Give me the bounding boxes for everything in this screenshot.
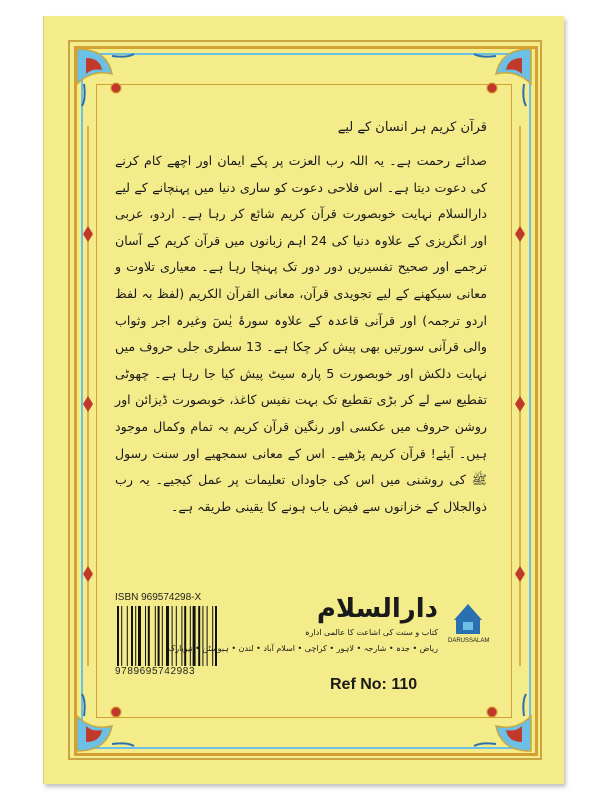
publisher-name: دارالسلام bbox=[316, 594, 438, 624]
barcode-bar bbox=[155, 606, 156, 666]
barcode-bar bbox=[198, 606, 200, 666]
barcode-bar bbox=[172, 606, 173, 666]
barcode-bar bbox=[117, 606, 119, 666]
barcode-bar bbox=[212, 606, 213, 666]
barcode-bar bbox=[207, 606, 208, 666]
publisher-logo-label: DARUSSALAM bbox=[448, 638, 490, 644]
reference-number: Ref No: 110 bbox=[330, 676, 418, 693]
corner-ornament-top-right bbox=[466, 44, 536, 114]
barcode-bar bbox=[176, 606, 177, 666]
barcode-bar bbox=[215, 606, 217, 666]
barcode-block bbox=[115, 592, 265, 682]
barcode-bar bbox=[162, 606, 163, 666]
barcode-bar bbox=[127, 606, 128, 666]
barcode bbox=[115, 606, 265, 666]
isbn-label: ISBN 969574298-X bbox=[115, 592, 202, 603]
barcode-bar bbox=[148, 606, 150, 666]
barcode-bar bbox=[184, 606, 186, 666]
isbn-digits: 9789695742983 bbox=[115, 666, 196, 677]
barcode-bar bbox=[193, 606, 196, 666]
publisher-block bbox=[168, 594, 490, 664]
corner-ornament-bottom-right bbox=[466, 686, 536, 756]
barcode-bar bbox=[190, 606, 191, 666]
barcode-bar bbox=[131, 606, 133, 666]
barcode-bar bbox=[166, 606, 169, 666]
barcode-bar bbox=[145, 606, 146, 666]
barcode-bar bbox=[121, 606, 122, 666]
publisher-logo-icon bbox=[448, 598, 488, 638]
barcode-bar bbox=[138, 606, 141, 666]
barcode-bar bbox=[181, 606, 182, 666]
right-vine-ornament bbox=[511, 126, 529, 666]
publisher-tagline: کتاب و سنت کی اشاعت کا عالمی ادارہ bbox=[304, 628, 438, 637]
barcode-bar bbox=[202, 606, 203, 666]
corner-ornament-top-left bbox=[72, 44, 142, 114]
page-heading: قرآن کریم ہر انسان کے لیے bbox=[337, 120, 487, 135]
corner-ornament-bottom-left bbox=[72, 686, 142, 756]
publisher-cities: ریاض • جدہ • شارجہ • لاہور • کراچی • اسلام آباد • لندن • ہیوسٹن • نیویارک bbox=[168, 644, 438, 653]
barcode-bar bbox=[158, 606, 160, 666]
barcode-bar bbox=[135, 606, 136, 666]
left-vine-ornament bbox=[79, 126, 97, 666]
body-paragraph: صدائے رحمت ہے۔ یہ اللہ رب العزت پر پکے ایمان اور اچھے کام کرنے کی دعوت دیتا ہے۔ اس فلاحی دعوت کو ساری دنیا میں پہنچانے کے لیے دارالسلام نہایت خوبصورت قرآن کریم شائع کر رہا ہے۔ اردو، عربی اور انگریزی کے علاوہ دنیا کی 24 اہم زبانوں میں قرآن کریم کے آسان ترجمے اور صحیح تفسیریں دور دور تک پہنچا رہا ہے۔ معیاری تلاوت و معانی سیکھنے کے لیے تجویدی قرآن، معانی القرآن الکریم (لفظ بہ لفظ اردو ترجمہ) اور قرآنی قاعدہ کے علاوہ سورۂ یٰسٓ وغیرہ اجر وثواب والی قرآنی سورتیں بھی پیش کر چکا ہے۔ 13 سطری جلی حروف میں نہایت دلکش اور خوبصورت 5 پارہ سیٹ پیش کیا جا رہا ہے۔ چھوٹی تقطیع سے لے کر بڑی تقطیع تک بہت نفیس کاغذ، خوبصورت ڈیزائن اور روشن حروف میں عکسی اور رنگین قرآن کریم بہ تمام وکمال موجود ہیں۔ آیئے! قرآن کریم پڑھیے۔ اس کے معانی سمجھیے اور سنت رسول ﷺ کی روشنی میں اس کی جاوداں تعلیمات پر عمل کیجیے۔ یہ رب ذوالجلال کے خزانوں سے فیض یاب ہونے کا یقینی طریقہ ہے۔ bbox=[115, 153, 487, 514]
